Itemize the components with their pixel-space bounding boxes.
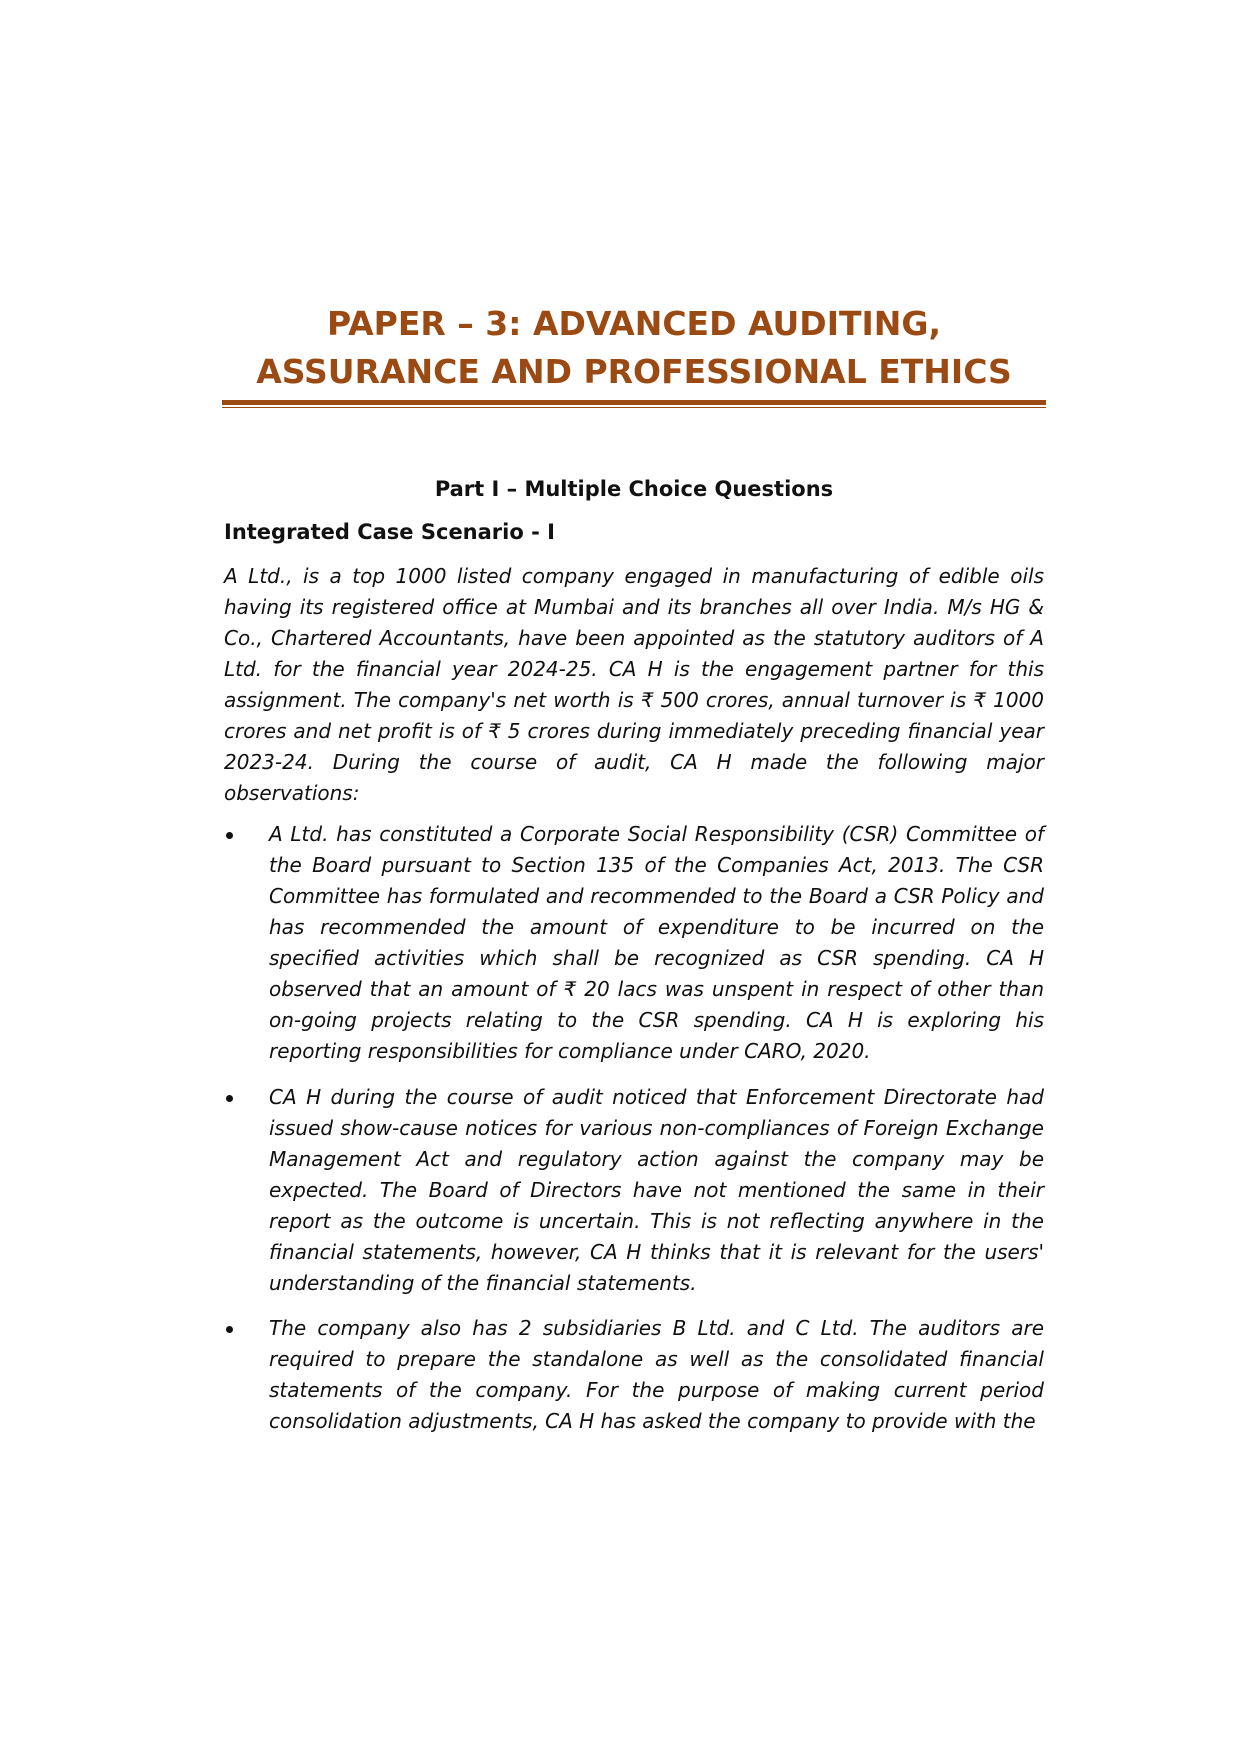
bullet-item-csr [224, 819, 1044, 1067]
bullet-dot-icon [226, 1095, 233, 1102]
page-title [222, 300, 1046, 396]
title-line-2: ASSURANCE AND PROFESSIONAL ETHICS [256, 352, 1012, 391]
case-scenario-heading: Integrated Case Scenario - I [224, 520, 555, 544]
bullet-item-subsidiaries [224, 1313, 1044, 1437]
title-underline-thin [222, 407, 1046, 408]
bullet-dot-icon [226, 1326, 233, 1333]
intro-paragraph: A Ltd., is a top 1000 listed company engaged in manufacturing of edible oils having its registered office at Mumbai and its branches all over India. M/s HG & Co., Chartered Accountants, have been appointed as the statutory auditors of A Ltd. for the financial year 2024-25. CA H is the engagement partner for this assignment. The company's net worth is ₹ 500 crores, annual turnover is ₹ 1000 crores and net profit is of ₹ 5 crores during immediately preceding financial year 2023-24. During the course of audit, CA H made the following major observations: [224, 564, 1044, 805]
bullet-text: A Ltd. has constituted a Corporate Social Responsibility (CSR) Committee of the Board pursuant to Section 135 of the Companies Act, 2013. The CSR Committee has formulated and recommended to the Board a CSR Policy and has recommended the amount of expenditure to be incurred on the specified activities which shall be recognized as CSR spending. CA H observed that an amount of ₹ 20 lacs was unspent in respect of other than on-going projects relating to the CSR spending. CA H is exploring his reporting responsibilities for compliance under CARO, 2020. [269, 822, 1044, 1063]
bullet-text: The company also has 2 subsidiaries B Ltd. and C Ltd. The auditors are required to prepare the standalone as well as the consolidated financial statements of the company. For the purpose of making current period consolidation adjustments, CA H has asked the company to provide with the [269, 1316, 1044, 1433]
part-heading: Part I – Multiple Choice Questions [434, 477, 834, 501]
title-underline-thick [222, 400, 1046, 405]
bullet-text: CA H during the course of audit noticed that Enforcement Directorate had issued show-cause notices for various non-compliances of Foreign Exchange Management Act and regulatory action against the company may be expected. The Board of Directors have not mentioned the same in their report as the outcome is uncertain. This is not reflecting anywhere in the financial statements, however, CA H thinks that it is relevant for the users' understanding of the financial statements. [269, 1085, 1044, 1295]
bullet-dot-icon [226, 832, 233, 839]
bullet-item-enforcement [224, 1082, 1044, 1299]
title-line-1: PAPER – 3: ADVANCED AUDITING, [326, 304, 941, 343]
